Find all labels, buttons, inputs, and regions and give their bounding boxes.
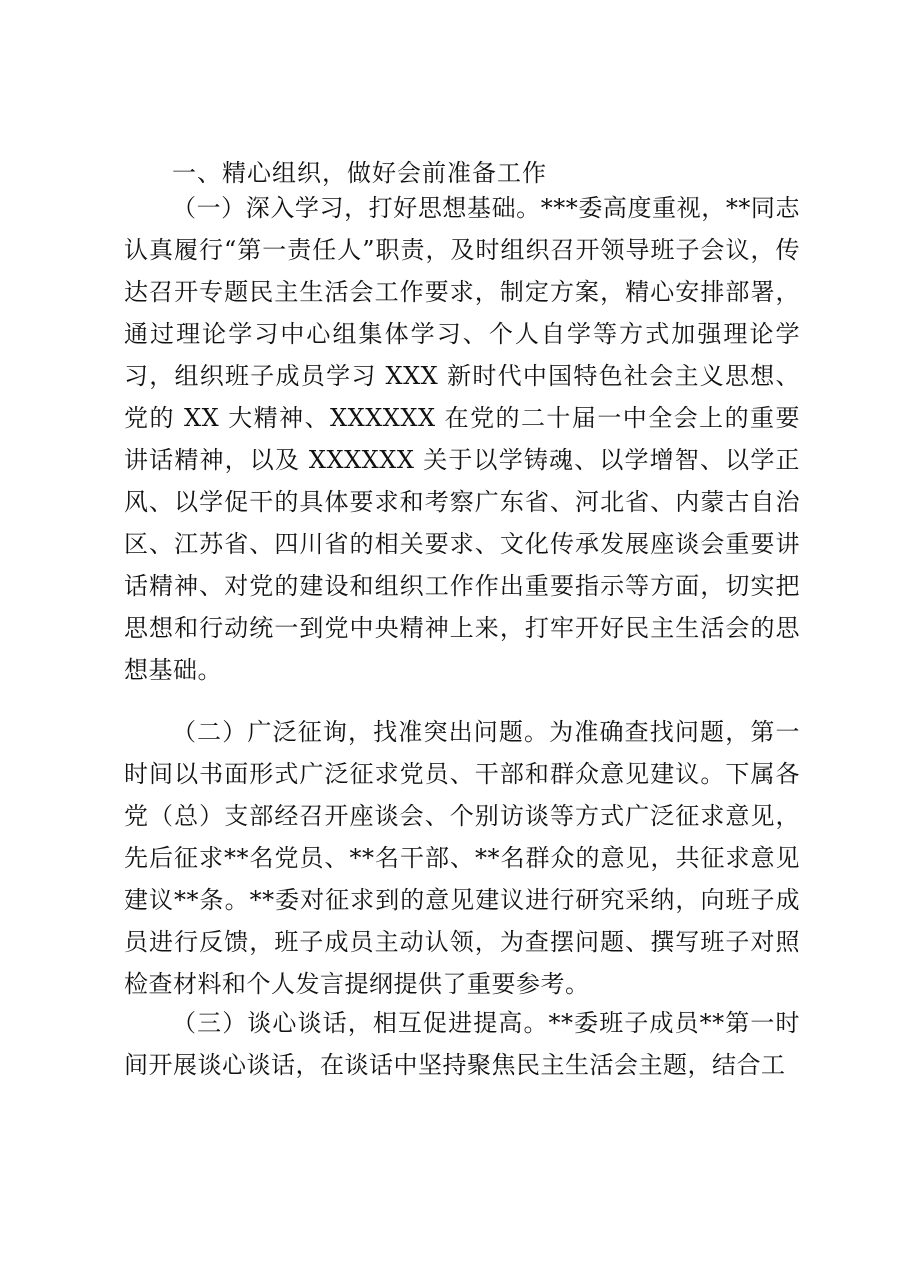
section-heading: 一、精心组织，做好会前准备工作 bbox=[172, 159, 547, 187]
paragraph-consultation: （二）广泛征询，找准突出问题。为准确查找问题，第一时间以书面形式广泛征求党员、干部和群众意见建议。下属各党（总）支部经召开座谈会、个别访谈等方式广泛征求意见，先后征求**名党员、**名干部、**名群众的意见，共征求意见建议**条。**委对征求到的意见建议进行研究采纳，向班子成员进行反馈，班子成员主动认领，为查摆问题、撰写班子对照检查材料和个人发言提纲提供了重要参考。 bbox=[124, 718, 800, 998]
paragraph-study: （一）深入学习，打好思想基础。***委高度重视，**同志认真履行“第一责任人”职责，及时组织召开领导班子会议，传达召开专题民主生活会工作要求，制定方案，精心安排部署，通过理论学习中心组集体学习、个人自学等方式加强理论学习，组织班子成员学习 XXX 新时代中国特色社会主义思想、党的 XX 大精神、XXXXXX 在党的二十届一中全会上的重要讲话精神，以及 XXXXXX 关于以学铸魂、以学增智、以学正风、以学促干的具体要求和考察广东省、河北省、内蒙古自治区、江苏省、四川省的相关要求、文化传承发展座谈会重要讲话精神、对党的建设和组织工作作出重要指示等方面，切实把思想和行动统一到党中央精神上来，打牢开好民主生活会的思想基础。 bbox=[124, 194, 800, 684]
paragraph-talks: （三）谈心谈话，相互促进提高。**委班子成员**第一时间开展谈心谈话，在谈话中坚持聚焦民主生活会主题，结合工 bbox=[124, 1009, 800, 1079]
